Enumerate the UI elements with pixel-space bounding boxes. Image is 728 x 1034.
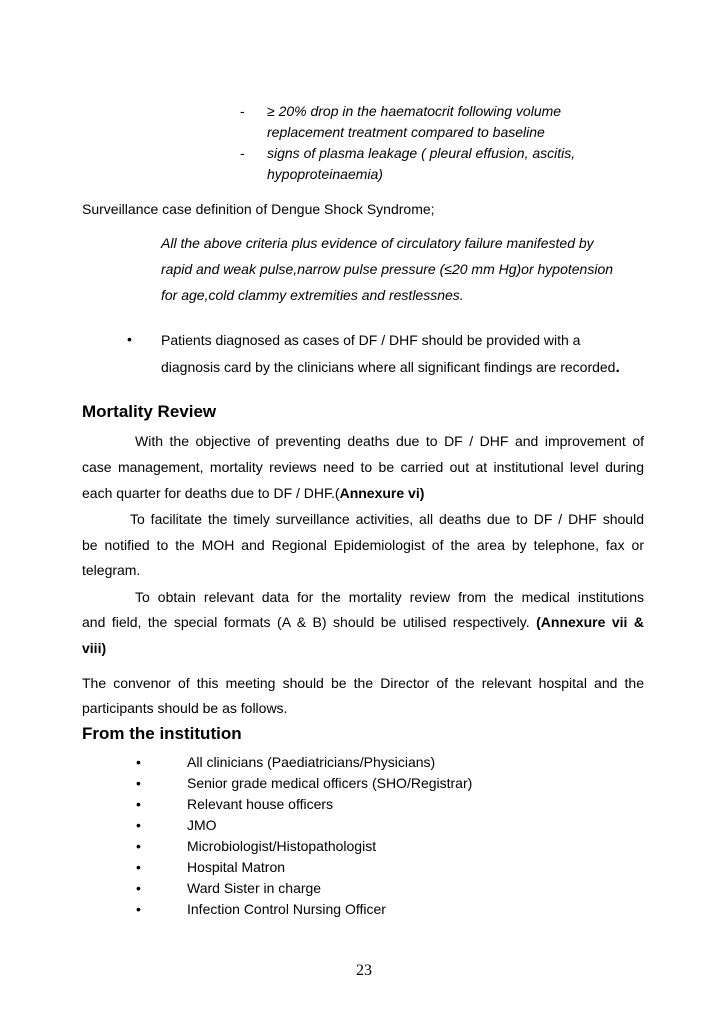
criteria-item-1-line-2: replacement treatment compared to baseline bbox=[267, 124, 545, 140]
dss-heading: Surveillance case definition of Dengue Shock Syndrome; bbox=[82, 201, 435, 217]
institution-item: Microbiologist/Histopathologist bbox=[187, 838, 377, 854]
institution-bullet: • bbox=[136, 796, 141, 812]
dss-line-1: All the above criteria plus evidence of circulatory failure manifested by bbox=[161, 235, 594, 251]
criteria-item-2-line-2: hypoproteinaemia) bbox=[267, 166, 383, 182]
mortality-p4-line-1: The convenor of this meeting should be the Director of the relevant hospital and the bbox=[82, 675, 644, 691]
mortality-p4-line-2: participants should be as follows. bbox=[82, 700, 288, 716]
institution-item: JMO bbox=[187, 817, 217, 833]
mortality-p1-line-2: case management, mortality reviews need to be carried out at institutional level during bbox=[82, 459, 644, 475]
mortality-p1-line-3: each quarter for deaths due to DF / DHF.(Annexure vi) bbox=[82, 485, 425, 501]
institution-item: Hospital Matron bbox=[187, 859, 286, 875]
mortality-review-heading: Mortality Review bbox=[82, 402, 217, 421]
mortality-p2-line-1: To facilitate the timely surveillance activities, all deaths due to DF / DHF should bbox=[130, 511, 644, 527]
mortality-p1-line-1: With the objective of preventing deaths due to DF / DHF and improvement of bbox=[135, 433, 644, 449]
institution-bullet: • bbox=[136, 859, 141, 875]
diagnosis-bullet: • bbox=[127, 331, 132, 347]
mortality-p3-line-2: and field, the special formats (A & B) should be utilised respectively. (Annexure vii & bbox=[82, 614, 644, 630]
mortality-p2-line-3: telegram. bbox=[82, 562, 141, 578]
institution-bullet: • bbox=[136, 817, 141, 833]
page-number: 23 bbox=[356, 962, 372, 979]
institution-item: Infection Control Nursing Officer bbox=[187, 901, 386, 917]
institution-bullet: • bbox=[136, 838, 141, 854]
dss-line-3: for age,cold clammy extremities and restlessnes. bbox=[161, 287, 464, 303]
institution-bullet: • bbox=[136, 901, 141, 917]
diagnosis-line-1: Patients diagnosed as cases of DF / DHF should be provided with a bbox=[161, 332, 581, 348]
institution-item: Relevant house officers bbox=[187, 796, 334, 812]
institution-item: Ward Sister in charge bbox=[187, 880, 322, 896]
institution-bullet: • bbox=[136, 775, 141, 791]
diagnosis-line-2: diagnosis card by the clinicians where all significant findings are recorded. bbox=[161, 359, 620, 376]
institution-heading: From the institution bbox=[82, 724, 242, 743]
dss-line-2: rapid and weak pulse,narrow pulse pressure (≤20 mm Hg)or hypotension bbox=[161, 261, 614, 277]
institution-item: All clinicians (Paediatricians/Physicians) bbox=[187, 754, 436, 770]
institution-item: Senior grade medical officers (SHO/Registrar) bbox=[187, 775, 473, 791]
institution-bullet: • bbox=[136, 754, 141, 770]
institution-bullet: • bbox=[136, 880, 141, 896]
criteria-dash-2: - bbox=[240, 145, 245, 161]
annexure-vi-ref: Annexure vi) bbox=[339, 485, 425, 501]
annexure-vii-ref: (Annexure vii & bbox=[536, 614, 644, 630]
criteria-dash-1: - bbox=[240, 103, 245, 119]
mortality-p3-line-1: To obtain relevant data for the mortality review from the medical institutions bbox=[135, 589, 644, 605]
criteria-item-1-line-1: ≥ 20% drop in the haematocrit following volume bbox=[267, 103, 562, 119]
mortality-p2-line-2: be notified to the MOH and Regional Epidemiologist of the area by telephone, fax or bbox=[82, 537, 644, 553]
mortality-p3-line-3: viii) bbox=[82, 640, 107, 656]
criteria-item-2-line-1: signs of plasma leakage ( pleural effusion, ascitis, bbox=[267, 145, 576, 161]
